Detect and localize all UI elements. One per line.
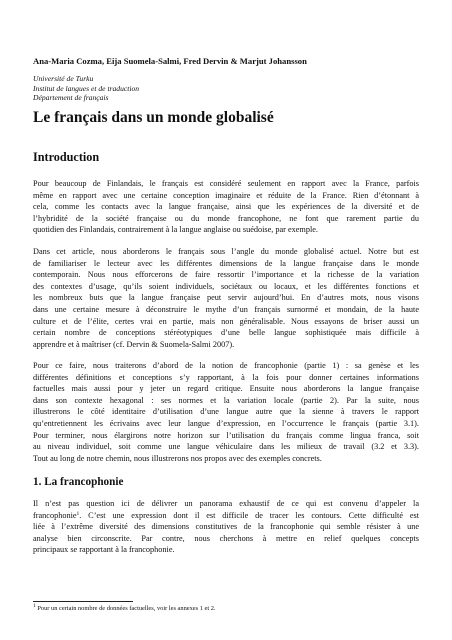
author-list: Ana-Maria Cozma, Eija Suomela-Salmi, Fred Dervin & Marjut Johansson	[33, 56, 307, 66]
text-line: cela, comme les contacts avec la langue française, ainsi que les expériences de la diversité et de	[33, 202, 419, 212]
text-line: de familiariser le lecteur avec les différentes dimensions de la langue française dans le monde	[33, 258, 419, 268]
affiliation-block	[33, 74, 333, 103]
text-line	[33, 510, 419, 522]
section-1-heading: 1. La francophonie	[33, 476, 124, 488]
intro-paragraph-2	[33, 246, 419, 350]
footnote-number: 1	[33, 603, 36, 609]
article-title: Le français dans un monde globalisé	[33, 109, 274, 126]
text-line: contemporain. Nous nous efforcerons de faire ressortir l’importance et la richesse de la variation	[33, 270, 419, 280]
footnote-text: Pour un certain nombre de données factuelles, voir les annexes 1 et 2.	[35, 605, 216, 612]
text-line: les nombreux buts que la langue française peut servir aujourd’hui. En d’autres mots, nous visons	[33, 293, 419, 303]
footnote	[33, 605, 216, 612]
text-line: culture et de l’élite, certes vrai en partie, mais non généralisable. Nous essayons de briser aussi un	[33, 316, 419, 326]
intro-paragraph-1	[33, 178, 419, 236]
text-line: au niveau individuel, soit comme une langue véhiculaire dans les milieux de travail (3.2 et 3.3).	[33, 442, 419, 452]
text-line: Il n’est pas question ici de délivrer un panorama exhaustif de ce qui est convenu d’appeler la	[33, 499, 419, 508]
text-line: dans son contexte hexagonal : ses normes et la variation locale (partie 2). Par la suite, nous	[33, 395, 419, 405]
text-line: l’hybridité de la société française ou du monde francophone, ne font que rarement partie du	[33, 213, 419, 223]
text-line: certain nombre de conceptions stéréotypiques d’une belle langue sophistiquée mais difficile à	[33, 328, 419, 338]
text-fragment: francophonie	[33, 510, 77, 520]
affiliation-university: Université de Turku	[33, 74, 94, 83]
introduction-heading: Introduction	[33, 150, 100, 164]
text-line: principaux se rapportant à la francophonie.	[33, 545, 175, 555]
text-line: dans une certaine mesure à déconstruire le mythe d’un français surnormé et mondain, de la haute	[33, 304, 419, 314]
footnote-reference: 1	[76, 510, 80, 517]
section-1-paragraph	[33, 498, 419, 556]
intro-paragraph-3	[33, 360, 419, 464]
affiliation-institute: Institut de langues et de traduction	[33, 83, 140, 93]
text-line: différentes définitions et conceptions s’y rapportant, à la fois pour donner certaines informations	[33, 372, 419, 382]
text-line: des contextes d’usage, qu’ils soient individuels, sociétaux ou locaux, et les différentes fonctions et	[33, 281, 419, 291]
text-line: Pour beaucoup de Finlandais, le français est considéré seulement en rapport avec la France, parfois	[33, 179, 419, 188]
text-line: quotidien des Finlandais, contrairement à la langue anglaise ou suédoise, par exemple.	[33, 225, 318, 235]
footnote-divider	[33, 601, 133, 602]
text-line: apprendre et à maîtriser (cf. Dervin & Suomela-Salmi 2007).	[33, 339, 235, 349]
text-fragment: . C’est une expression dont il est difficile de tracer les contours. Cette difficulté est	[79, 510, 419, 520]
text-line: même en rapport avec une certaine conception imaginaire et réduite de la France. Rien d’étonnant à	[33, 190, 419, 200]
text-line: liée à l’extrême diversité des dimensions constitutives de la francophonie qui semble résister à une	[33, 522, 419, 532]
text-line: Tout au long de notre chemin, nous illustrerons nos propos avec des exemples concrets.	[33, 453, 322, 463]
text-line: Pour ce faire, nous traiterons d’abord de la notion de francophonie (partie 1) : sa genèse et les	[33, 361, 419, 370]
text-line: qu’entretiennent les écrivains avec leur langue d’expression, en l’occurrence le français (partie 3.1).	[33, 418, 419, 428]
text-line: factuelles mais aussi pour y jeter un regard critique. Ensuite nous aborderons la langue française	[33, 384, 419, 394]
text-line: illustrerons le côté identitaire d’utilisation d’une langue autre que la sienne à travers le rapport	[33, 407, 419, 417]
text-line: Dans cet article, nous aborderons le français sous l’angle du monde globalisé actuel. Notre but est	[33, 247, 419, 256]
text-line: Pour terminer, nous élargirons notre horizon sur l’utilisation du français comme lingua franca, soit	[33, 430, 419, 440]
affiliation-department: Département de français	[33, 93, 109, 103]
text-line: analyse bien circonscrite. Par contre, nous cherchons à mettre en relief quelques concepts	[33, 533, 419, 543]
